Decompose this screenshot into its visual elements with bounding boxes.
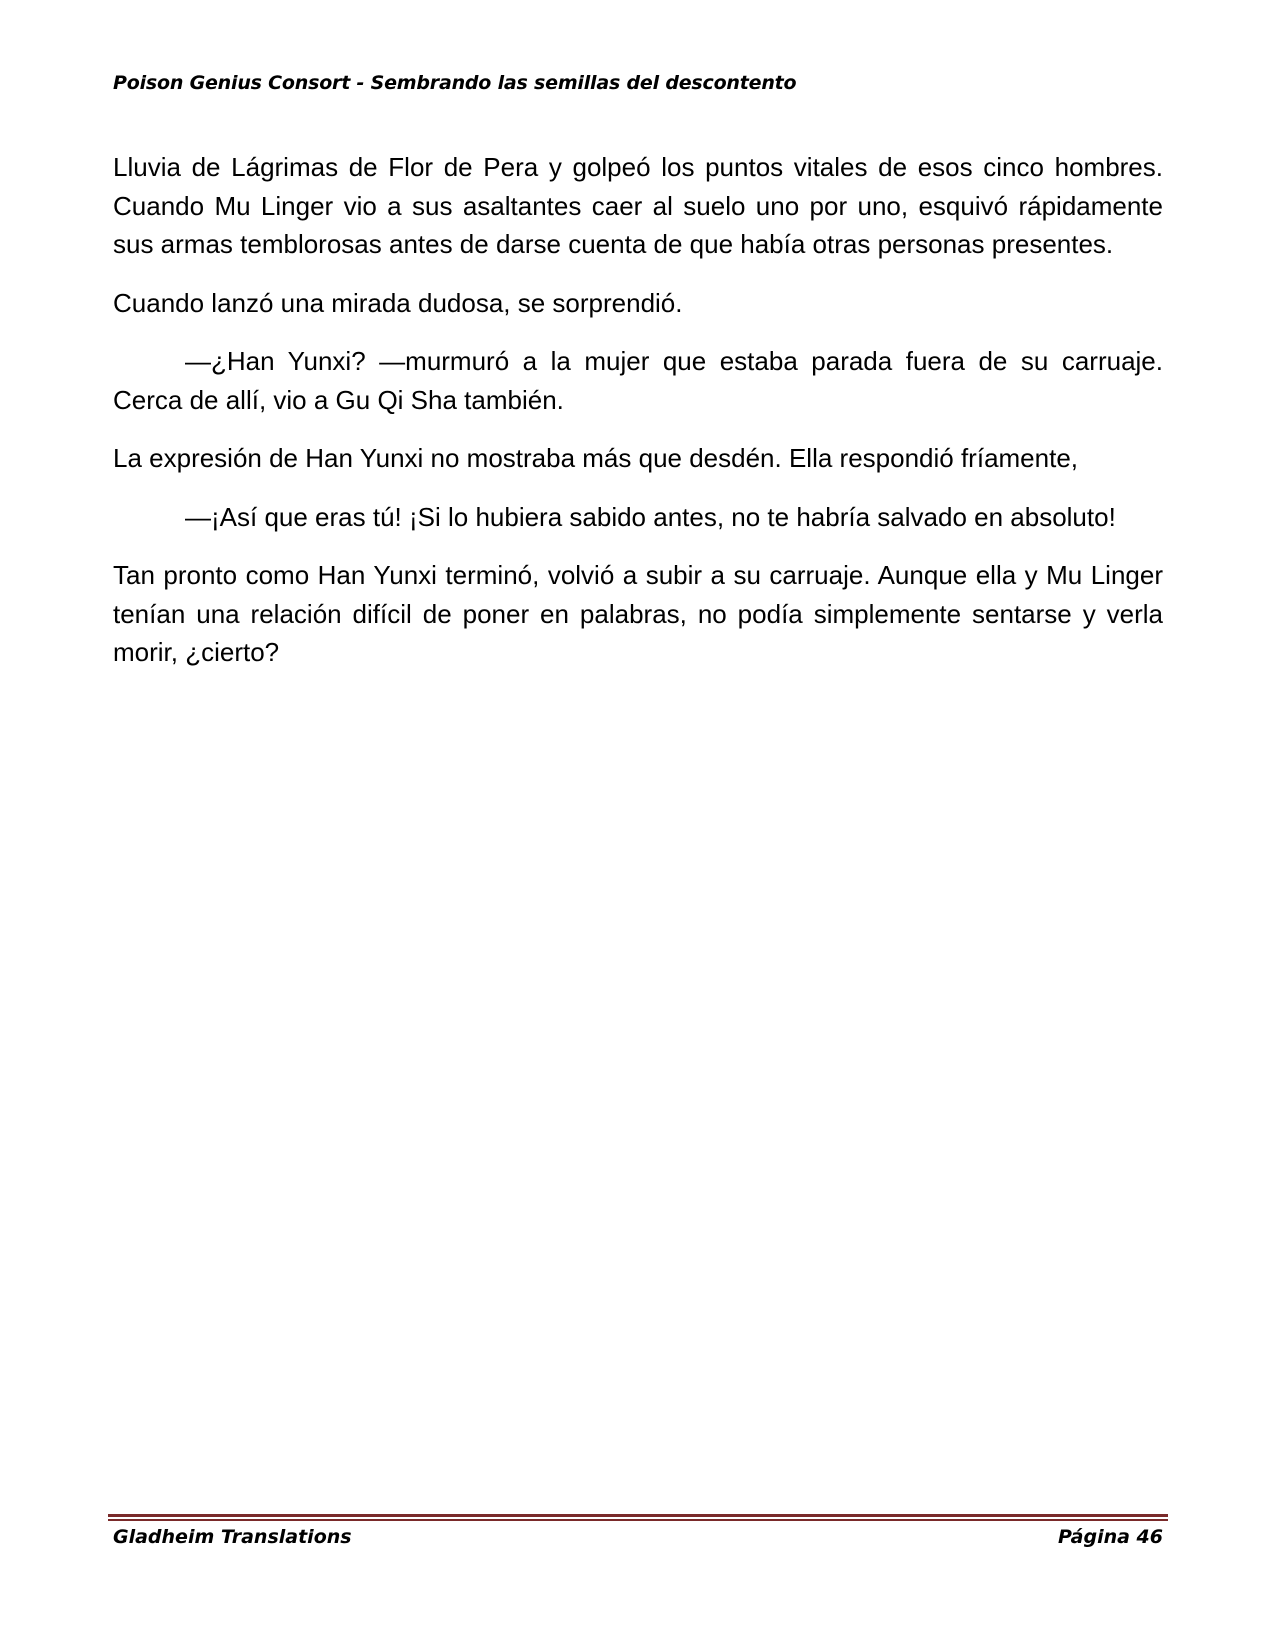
footer-translator: Gladheim Translations	[113, 1526, 352, 1548]
footer-divider	[108, 1514, 1168, 1521]
paragraph-5-dialogue: —¡Así que eras tú! ¡Si lo hubiera sabido antes, no te habría salvado en absoluto!	[185, 501, 1116, 532]
paragraph-4: La expresión de Han Yunxi no mostraba más que desdén. Ella respondió fríamente,	[113, 443, 1079, 473]
paragraph-6: Tan pronto como Han Yunxi terminó, volvió a subir a su carruaje. Aunque ella y Mu Linger tenían una relación difícil de poner en palabras, no podía simplemente sentarse y verla morir, ¿cierto?	[113, 560, 1163, 667]
paragraph-1: Lluvia de Lágrimas de Flor de Pera y golpeó los puntos vitales de esos cinco hombres. Cuando Mu Linger vio a sus asaltantes caer al suelo uno por uno, esquivó rápidamente sus armas temblorosas antes de darse cuenta de que había otras personas presentes.	[113, 152, 1163, 259]
paragraph-3-dialogue: —¿Han Yunxi? —murmuró a la mujer que estaba parada fuera de su carruaje. Cerca de allí, vio a Gu Qi Sha también.	[113, 346, 1163, 415]
footer-page-number: Página 46	[1057, 1526, 1163, 1548]
page-footer	[113, 1526, 1163, 1548]
page-header-title: Poison Genius Consort - Sembrando las semillas del descontento	[113, 72, 797, 94]
document-body	[113, 148, 1163, 692]
paragraph-2: Cuando lanzó una mirada dudosa, se sorprendió.	[113, 287, 683, 318]
